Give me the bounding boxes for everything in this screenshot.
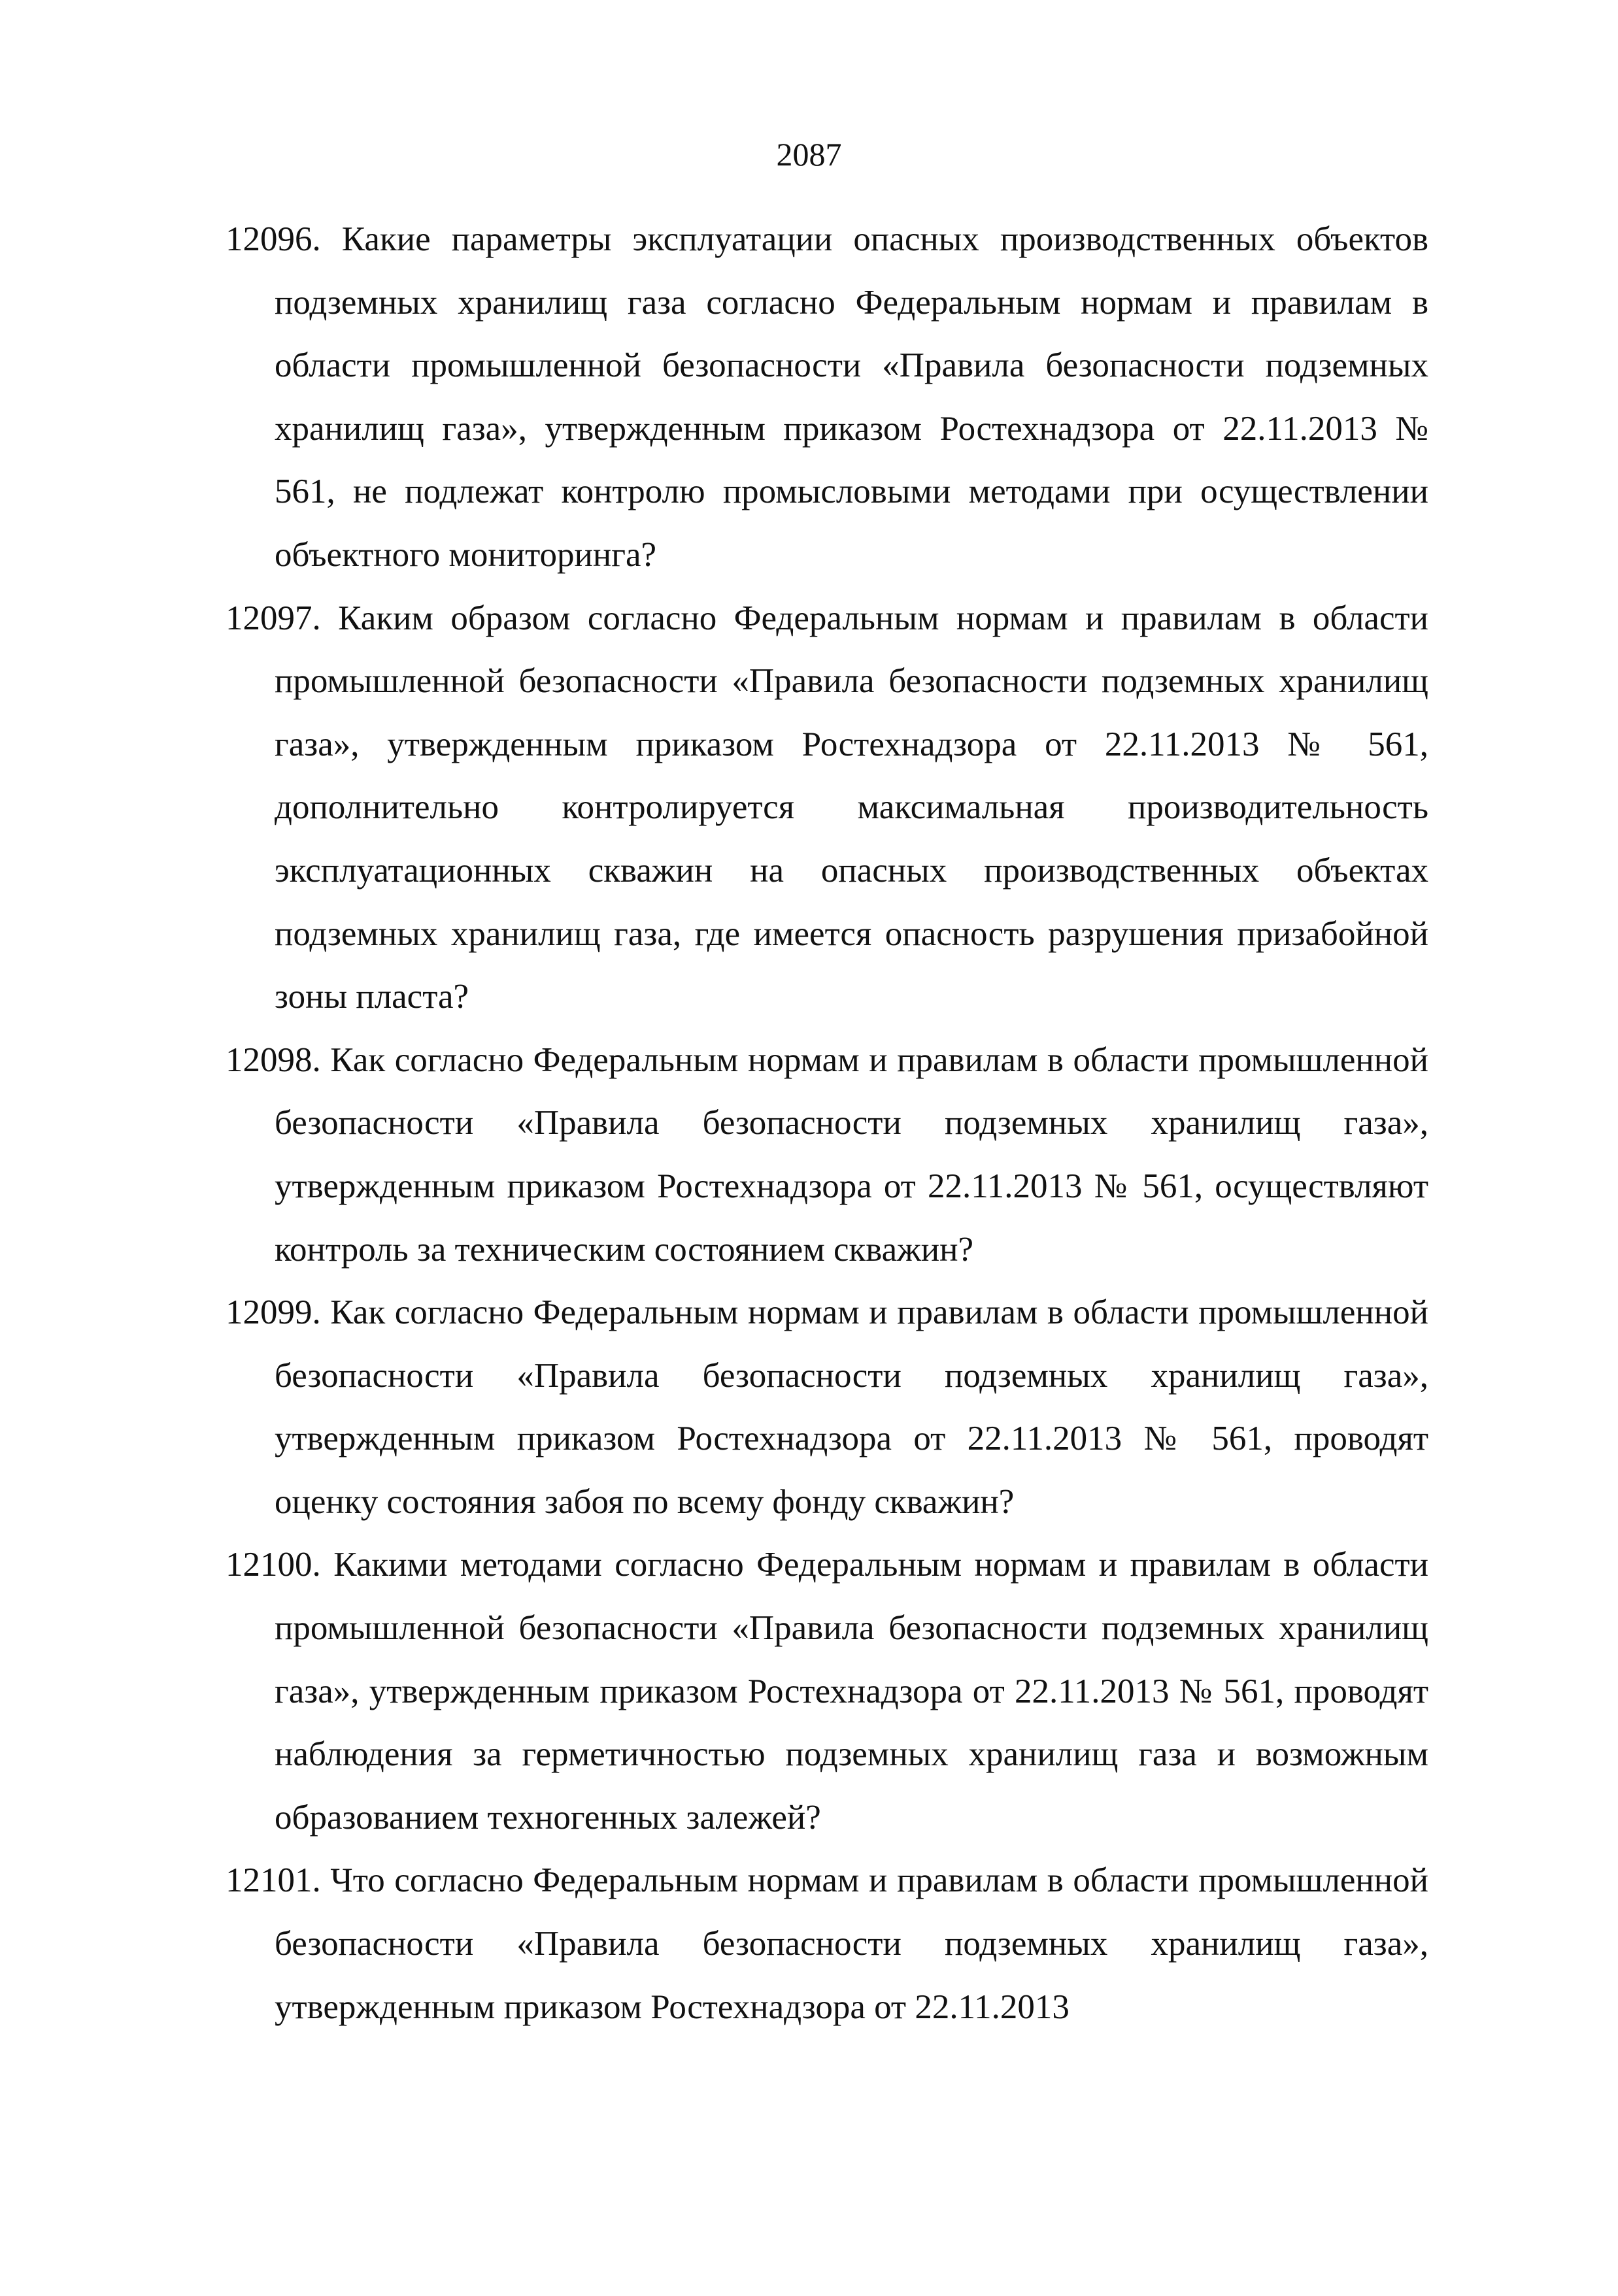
question-number: 12098. [226, 1040, 321, 1079]
question-number: 12097. [226, 599, 321, 637]
question-item [226, 1281, 1428, 1533]
question-item [226, 1533, 1428, 1849]
question-text: Как согласно Федеральным нормам и правилам в области промышленной безопасности «Правила безопасности подземных хранилищ газа», утвержденным приказом Ростехнадзора от 22.11.2013 № 561, проводят оценку состояния забоя по всему фонду скважин? [275, 1293, 1429, 1521]
question-item [226, 1029, 1428, 1281]
question-text: Что согласно Федеральным нормам и правилам в области промышленной безопасности «Правила безопасности подземных хранилищ газа», утвержденным приказом Ростехнадзора от 22.11.2013 [275, 1861, 1429, 2026]
question-text: Как согласно Федеральным нормам и правилам в области промышленной безопасности «Правила безопасности подземных хранилищ газа», утвержденным приказом Ростехнадзора от 22.11.2013 № 561, осуществляют контроль за техническим состоянием скважин? [275, 1040, 1429, 1269]
question-text: Какие параметры эксплуатации опасных производственных объектов подземных хранилищ газа согласно Федеральным нормам и правилам в области промышленной безопасности «Правила безопасности подземных хранилищ газа», утвержденным приказом Ростехнадзора от 22.11.2013 № 561, не подлежат контролю промысловыми методами при осуществлении объектного мониторинга? [275, 220, 1429, 574]
question-item [226, 208, 1428, 587]
question-number: 12100. [226, 1546, 321, 1584]
question-number: 12099. [226, 1293, 321, 1332]
question-item [226, 587, 1428, 1029]
question-text: Какими методами согласно Федеральным нормам и правилам в области промышленной безопасности «Правила безопасности подземных хранилищ газа», утвержденным приказом Ростехнадзора от 22.11.2013 № 561, проводят наблюдения за герметичностью подземных хранилищ газа и возможным образованием техногенных залежей? [275, 1546, 1429, 1837]
question-number: 12096. [226, 220, 321, 258]
question-number: 12101. [226, 1861, 321, 1900]
question-item [226, 1849, 1428, 2038]
page-number: 2087 [776, 136, 842, 173]
question-list [226, 208, 1428, 2038]
question-text: Каким образом согласно Федеральным нормам и правилам в области промышленной безопасности «Правила безопасности подземных хранилищ газа», утвержденным приказом Ростехнадзора от 22.11.2013 № 561, дополнительно контролируется максимальная производительность эксплуатационных скважин на опасных производственных объектах подземных хранилищ газа, где имеется опасность разрушения призабойной зоны пласта? [275, 599, 1429, 1016]
